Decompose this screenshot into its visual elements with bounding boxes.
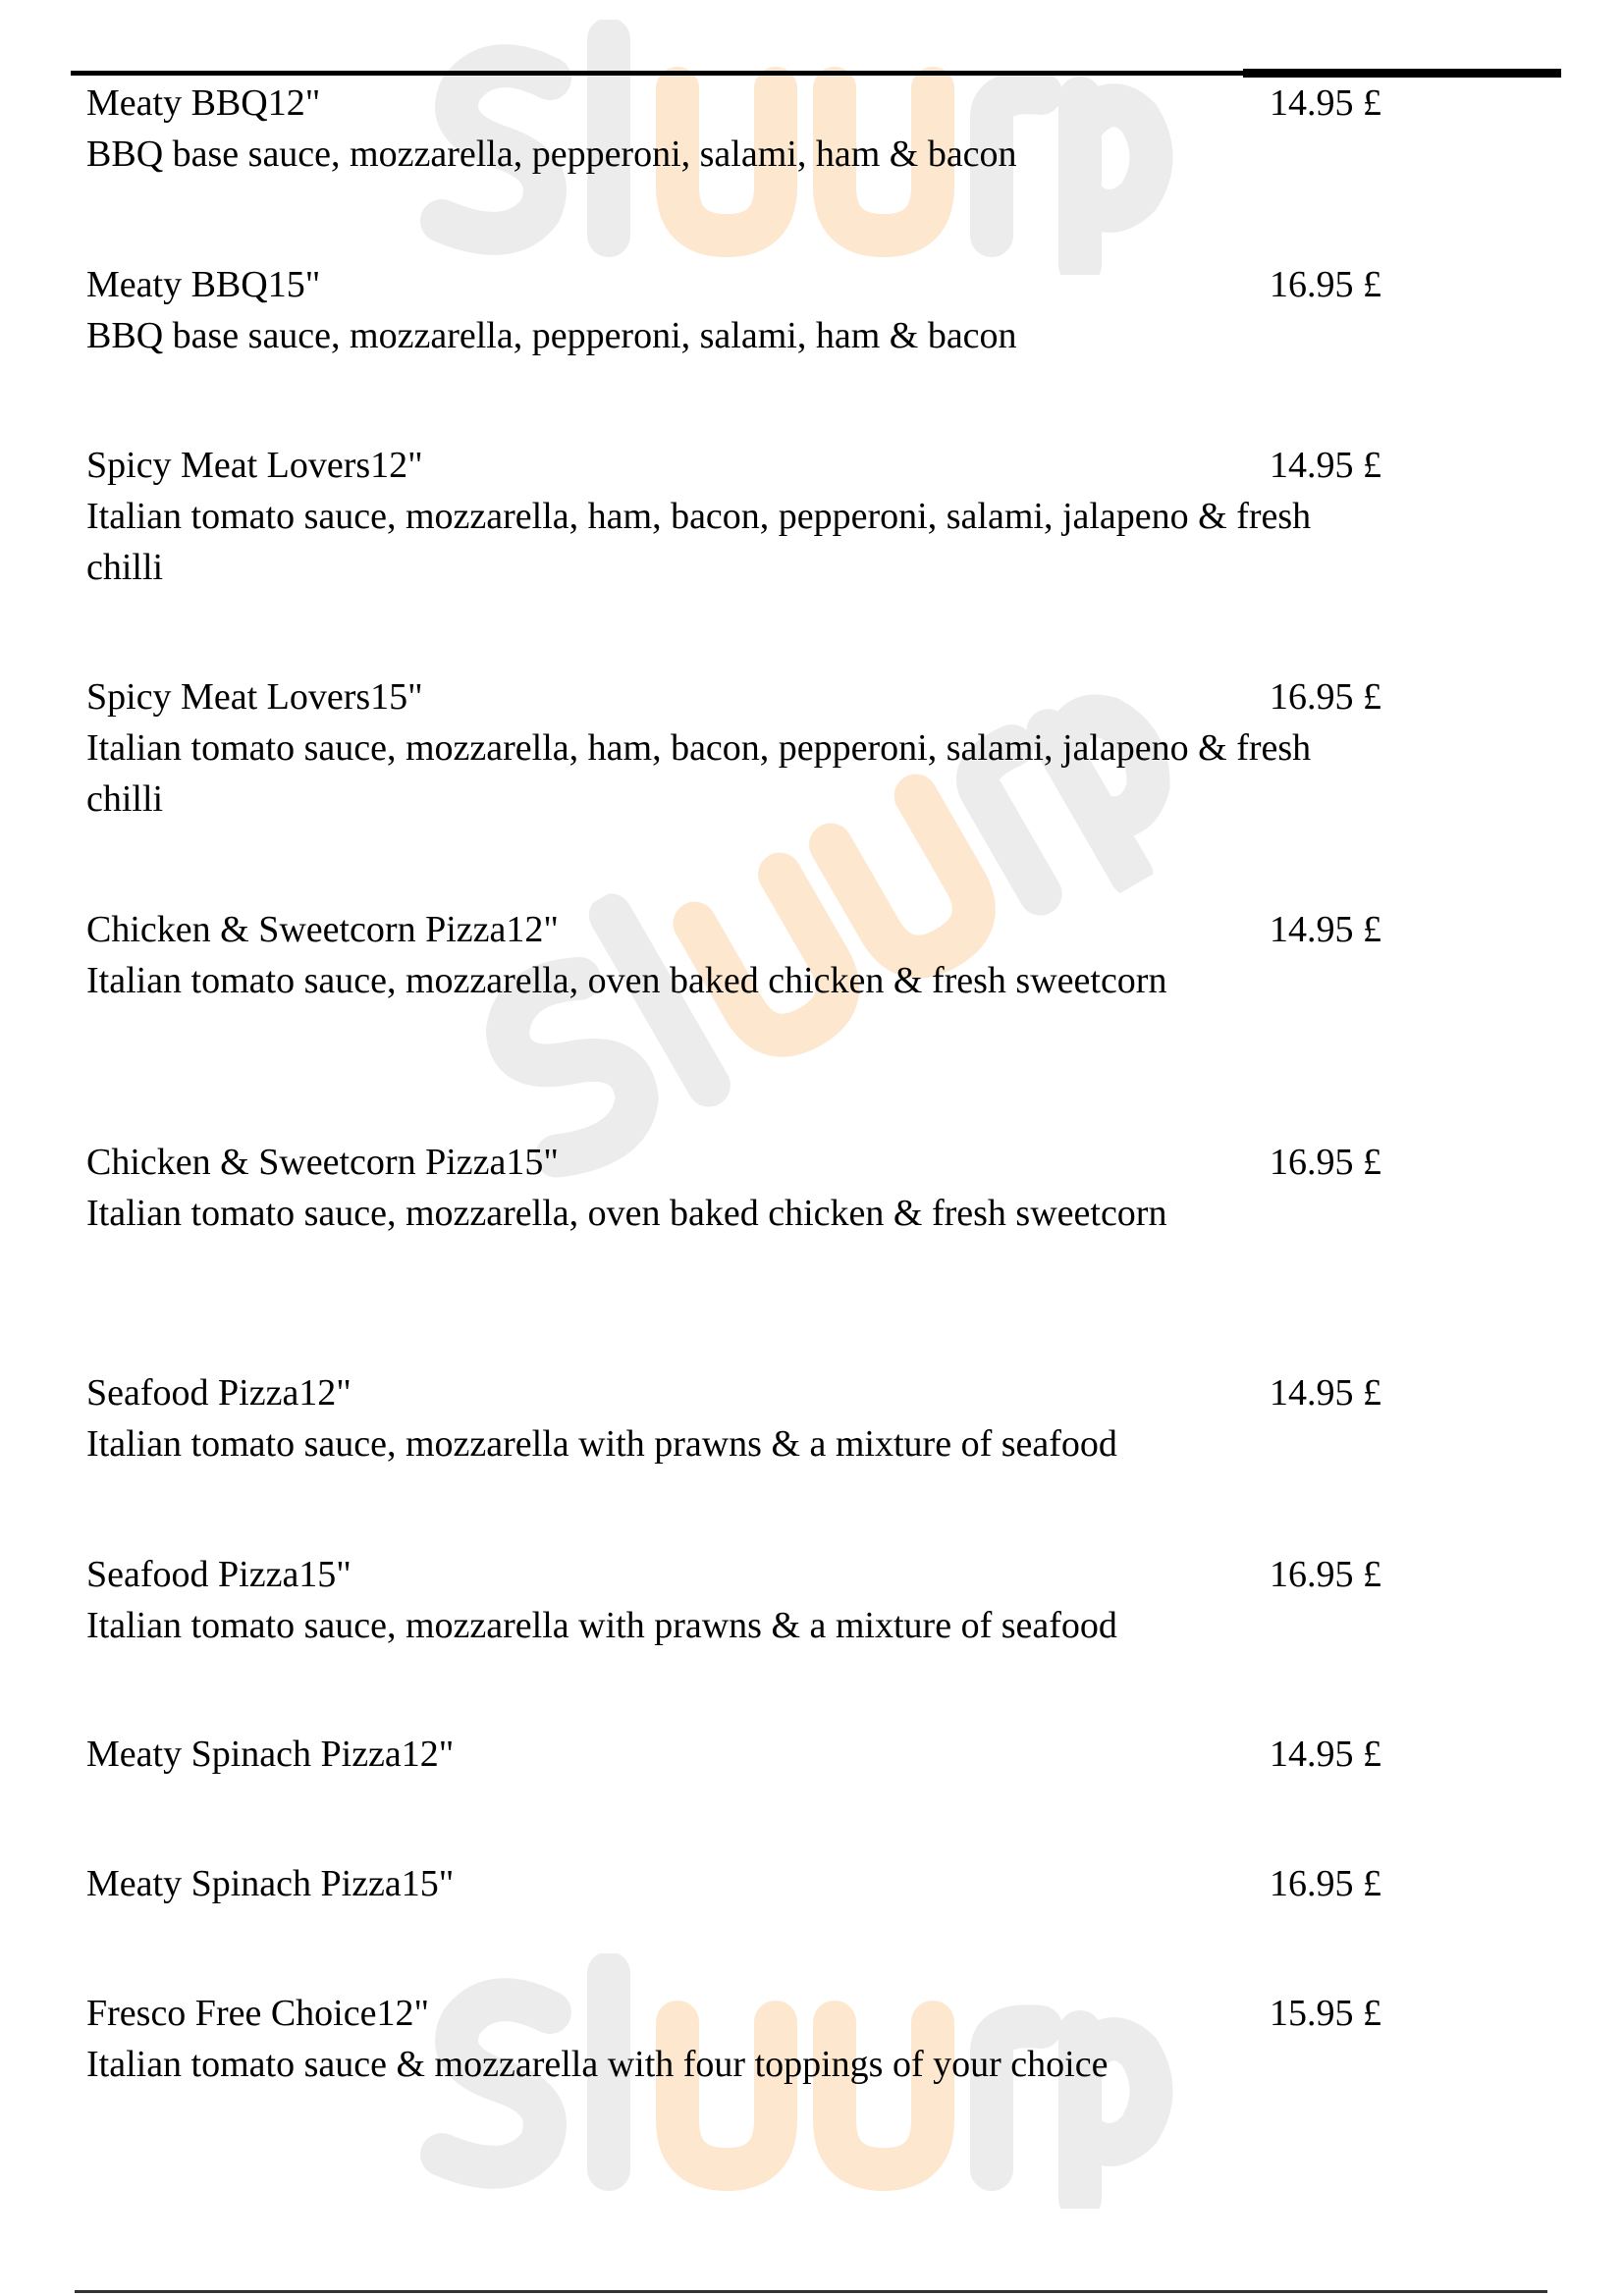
item-name: Meaty Spinach Pizza12"	[86, 1734, 455, 1775]
item-description: Italian tomato sauce, mozzarella with prawns & a mixture of seafood	[86, 1423, 1117, 1465]
item-price: 14.95 £	[1270, 445, 1381, 486]
item-description: BBQ base sauce, mozzarella, pepperoni, salami, ham & bacon	[86, 133, 1017, 175]
item-name: Meaty BBQ12"	[86, 82, 321, 124]
item-description: Italian tomato sauce, mozzarella, ham, bacon, pepperoni, salami, jalapeno & fresh chilli	[86, 727, 1312, 820]
menu-item	[86, 1858, 1255, 1909]
item-description: Italian tomato sauce, mozzarella, oven baked chicken & fresh sweetcorn	[86, 1193, 1167, 1234]
menu-item	[86, 440, 1312, 593]
item-price: 14.95 £	[1270, 1372, 1381, 1414]
item-description: Italian tomato sauce & mozzarella with four toppings of your choice	[86, 2044, 1109, 2085]
menu-item	[86, 904, 1255, 1006]
item-price: 16.95 £	[1270, 1142, 1381, 1183]
item-name: Spicy Meat Lovers12"	[86, 445, 423, 486]
item-price: 15.95 £	[1270, 1993, 1381, 2034]
item-name: Spicy Meat Lovers15"	[86, 676, 423, 718]
item-price: 14.95 £	[1270, 909, 1381, 950]
item-description: BBQ base sauce, mozzarella, pepperoni, salami, ham & bacon	[86, 315, 1017, 356]
item-name: Seafood Pizza12"	[86, 1372, 352, 1414]
item-price: 14.95 £	[1270, 82, 1381, 124]
item-price: 16.95 £	[1270, 676, 1381, 718]
item-price: 16.95 £	[1270, 264, 1381, 305]
menu-item	[86, 1137, 1255, 1239]
menu-item	[86, 1549, 1255, 1651]
menu-item	[86, 78, 1255, 180]
item-name: Chicken & Sweetcorn Pizza12"	[86, 909, 559, 950]
top-rule	[71, 71, 1249, 76]
item-name: Seafood Pizza15"	[86, 1554, 352, 1595]
bottom-rule	[75, 2290, 1547, 2293]
item-name: Meaty Spinach Pizza15"	[86, 1863, 455, 1904]
item-name: Chicken & Sweetcorn Pizza15"	[86, 1142, 559, 1183]
menu-item	[86, 259, 1255, 361]
item-price: 16.95 £	[1270, 1554, 1381, 1595]
menu-item	[86, 1988, 1255, 2090]
item-description: Italian tomato sauce, mozzarella, ham, bacon, pepperoni, salami, jalapeno & fresh chilli	[86, 496, 1312, 588]
item-description: Italian tomato sauce, mozzarella with prawns & a mixture of seafood	[86, 1605, 1117, 1646]
menu-item	[86, 1729, 1255, 1780]
item-price: 16.95 £	[1270, 1863, 1381, 1904]
top-rule-price-column	[1243, 69, 1561, 78]
menu-item	[86, 1367, 1255, 1469]
item-description: Italian tomato sauce, mozzarella, oven baked chicken & fresh sweetcorn	[86, 960, 1167, 1001]
menu-item	[86, 671, 1312, 825]
item-price: 14.95 £	[1270, 1734, 1381, 1775]
item-name: Fresco Free Choice12"	[86, 1993, 429, 2034]
item-name: Meaty BBQ15"	[86, 264, 321, 305]
